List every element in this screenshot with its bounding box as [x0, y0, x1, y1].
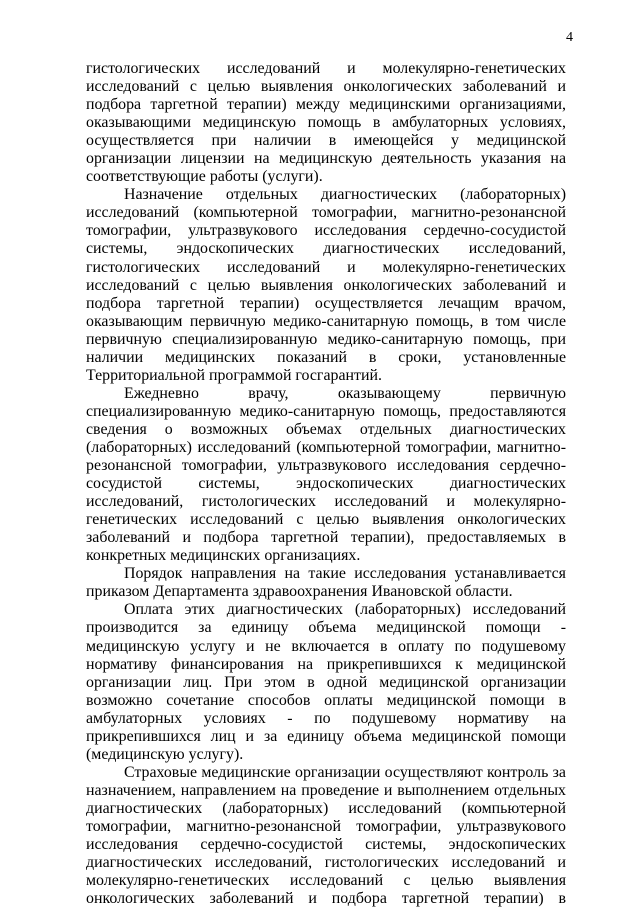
paragraph-insurance-control: Страховые медицинские организации осуществляют контроль за назначением, направлением на проведение и выполнением отдельных диагностических (лабораторных) исследований (компьютерной томографии, магнитно-резонансной томографии, ультразвукового исследования сердечно-сосудистой системы, эндоскопических диагностических исследований, гистологических исследований и молекулярно-генетических исследований с целью выявления онкологических заболеваний и подбора таргетной терапии) в: [86, 763, 566, 908]
page-number: 4: [566, 30, 573, 45]
paragraph-daily-information: Ежедневно врачу, оказывающему первичную специализированную медико-санитарную помощь, предоставляются сведения о возможных объемах отдельных диагностических (лабораторных) исследований (компьютерной томографии, магнитно-резонансной томографии, ультразвукового исследования сердечно-сосудистой системы, эндоскопических диагностических исследований, гистологических исследований и молекулярно-генетических исследований с целью выявления онкологических заболеваний и подбора таргетной терапии), предоставляемых в конкретных медицинских организациях.: [86, 384, 566, 565]
paragraph-continuation: гистологических исследований и молекулярно-генетических исследований с целью выявления онкологических заболеваний и подбора таргетной терапии) между медицинскими организациями, оказывающими медицинскую помощь в амбулаторных условиях, осуществляется при наличии в имеющейся у медицинской организации лицензии на медицинскую деятельность указания на соответствующие работы (услуги).: [86, 60, 566, 186]
paragraph-diagnostics-assignment: Назначение отдельных диагностических (лабораторных) исследований (компьютерной томографии, магнитно-резонансной томографии, ультразвукового исследования сердечно-сосудистой системы, эндоскопических диагностических исследований, гистологических исследований и молекулярно-генетических исследований с целью выявления онкологических заболеваний и подбора таргетной терапии) осуществляется лечащим врачом, оказывающим первичную медико-санитарную помощь, в том числе первичную специализированную медико-санитарную помощь, при наличии медицинских показаний в сроки, установленные Территориальной программой госгарантий.: [86, 186, 566, 384]
paragraph-referral-procedure: Порядок направления на такие исследования устанавливается приказом Департамента здравоохранения Ивановской области.: [86, 565, 566, 601]
paragraph-payment: Оплата этих диагностических (лабораторных) исследований производится за единицу объема медицинской помощи - медицинскую услугу и не включается в оплату по подушевому нормативу финансирования на прикрепившихся к медицинской организации лиц. При этом в одной медицинской организации возможно сочетание способов оплаты медицинской помощи в амбулаторных условиях - по подушевому нормативу на прикрепившихся лиц и за единицу объема медицинской помощи (медицинскую услугу).: [86, 601, 566, 763]
document-body: [86, 60, 566, 908]
